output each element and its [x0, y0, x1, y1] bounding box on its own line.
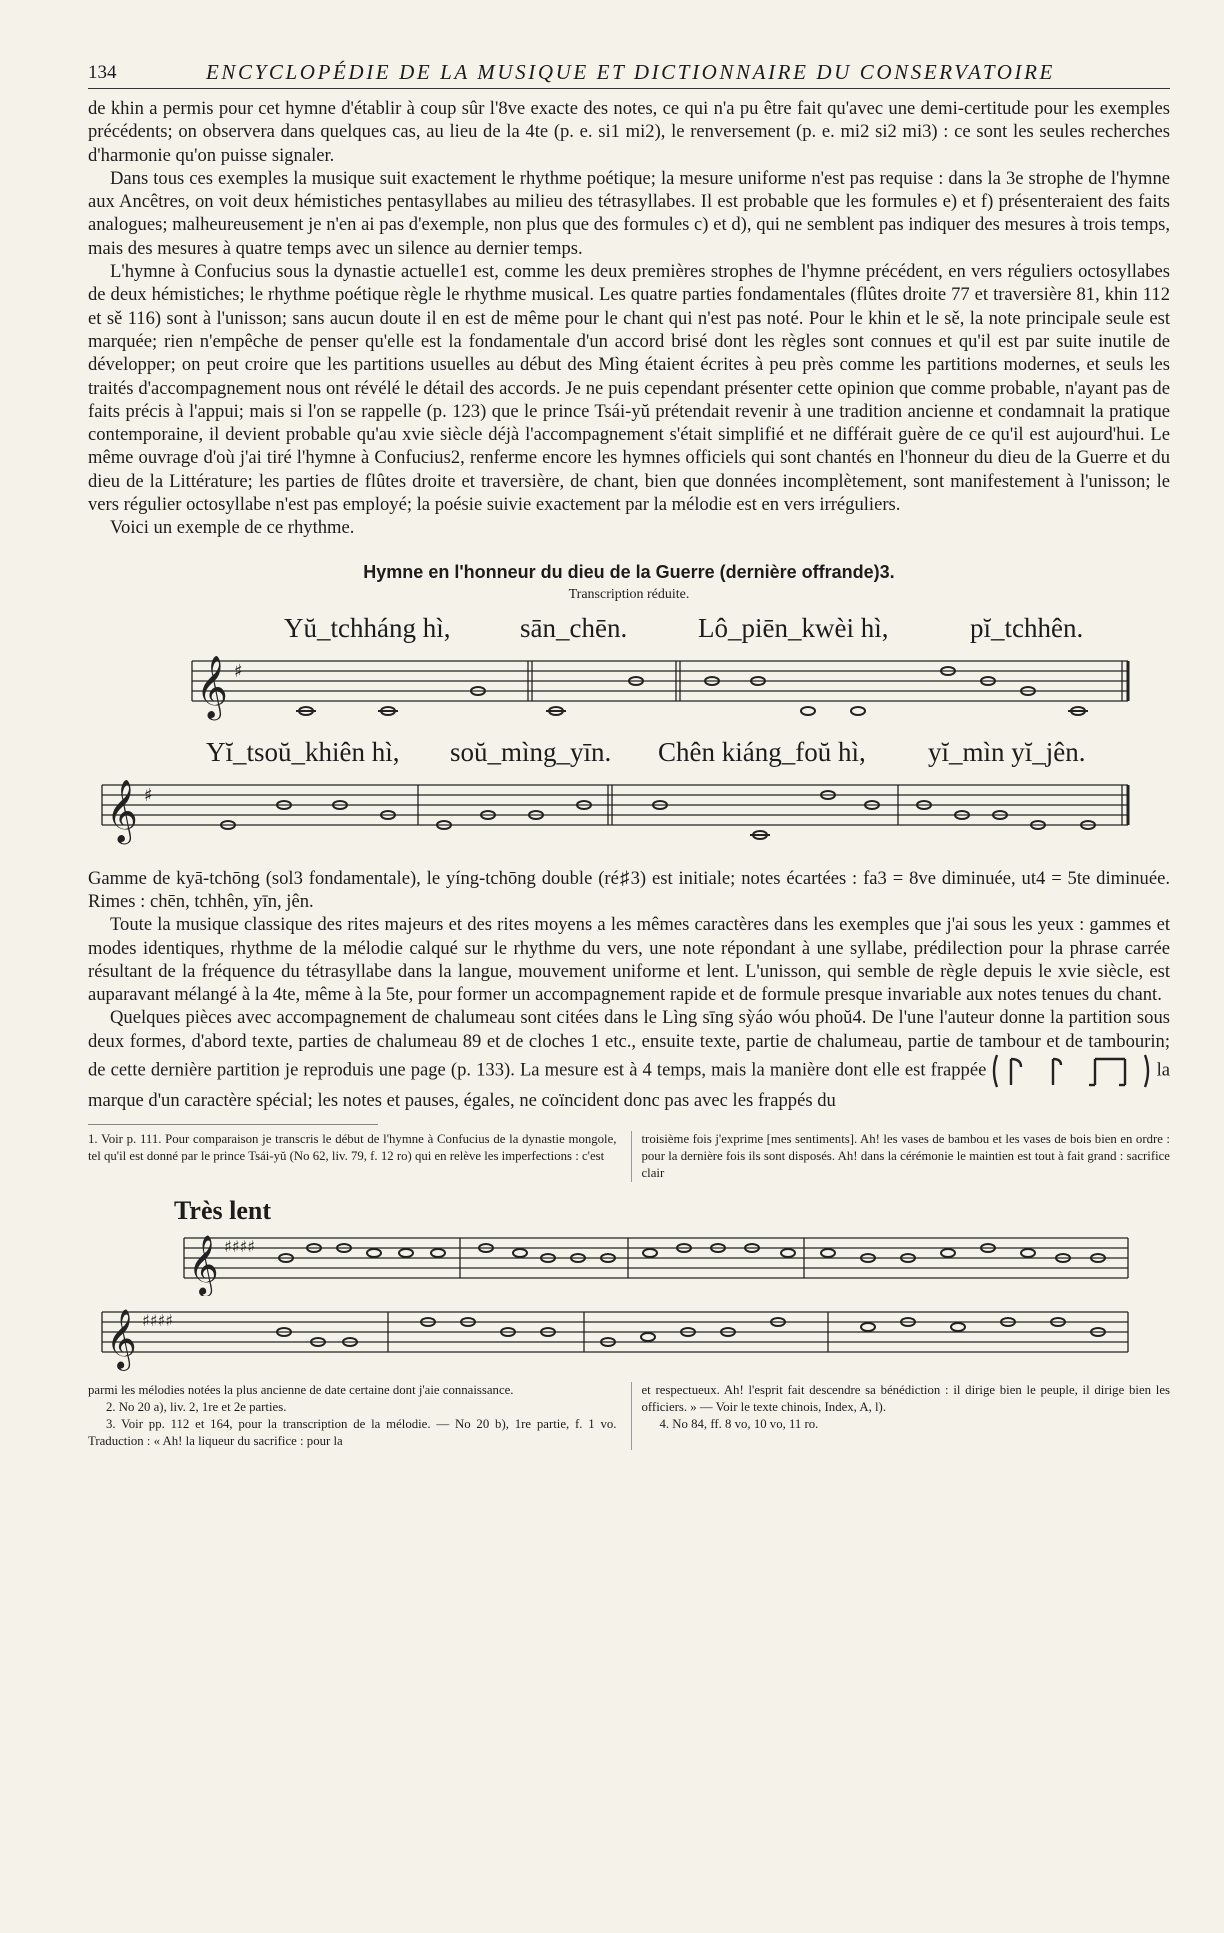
lyric-phrase: Chên kiáng_foŭ hì,: [658, 736, 866, 767]
music-staff-2: [88, 771, 1170, 851]
footnotes-bottom-left: [88, 1382, 617, 1450]
footnotes-bottom-right: [631, 1382, 1171, 1450]
music-example-staff-2: [88, 1296, 1170, 1372]
footnote-right: troisième fois j'exprime [mes sentiments]. Ah! les vases de bambou et les vases de bois bien en ordre : pour la dernière fois ils sont disposés. Ah! dans la cérémonie le maintien est tout à fait grand : sacrifice clair: [631, 1131, 1171, 1182]
lyric-phrase: soŭ_mìng_yīn.: [450, 736, 612, 767]
sharp-icon: ♯: [234, 660, 243, 682]
treble-clef-icon: 𝄞: [196, 654, 228, 718]
paragraph-7-text: Quelques pièces avec accompagnement de chalumeau sont citées dans le Lìng sīng sỳáo wóu phoŭ4. De l'une l'auteur donne la partition sous deux formes, d'abord texte, parties de chalumeau 89 et de cloches 1 etc., ensuite texte, partie de chalumeau, partie de tambour et de tambourin; de cette dernière partition je reproduis une page (p. 133). La mesure est à 4 temps, mais la manière dont elle est frappée: [88, 1007, 1170, 1081]
running-title: ENCYCLOPÉDIE DE LA MUSIQUE ET DICTIONNAIRE DU CONSERVATOIRE: [206, 60, 1055, 84]
lyric-phrase: Yĭ_tsoŭ_khiên hì,: [206, 736, 400, 767]
footnote-3: 3. Voir pp. 112 et 164, pour la transcription de la mélodie. — No 20 b), 1re partie, f. 1 vo. Traduction : « Ah! la liqueur du sacrifice : pour la: [88, 1417, 617, 1449]
treble-clef-icon: 𝄞: [106, 1309, 137, 1370]
footnote-left: 1. Voir p. 111. Pour comparaison je transcris le début de l'hymne à Confucius de la dynastie mongole, tel qu'il est donné par le prince Tsái-yŭ (No 62, liv. 79, f. 12 ro) qui en relève les imperfections : c'est: [88, 1132, 617, 1164]
scale-paragraph: Gamme de kyā-tchōng (sol3 fondamentale), le yíng-tchōng double (ré♯3) est initiale; notes écartées : fa3 = 8ve diminuée, ut4 = 5te diminuée. Rimes : chēn, tchhên, yīn, jên.: [88, 867, 1170, 912]
lyric-phrase: sān_chēn.: [520, 612, 628, 643]
lyric-phrase: pĭ_tchhên.: [970, 612, 1084, 643]
running-header: [88, 58, 1170, 89]
sharp-icon: ♯: [144, 784, 153, 806]
paragraph-7: [88, 1006, 1170, 1112]
lyrics-line-2: [88, 735, 1170, 771]
lyric-phrase: Lô_piēn_kwèi hì,: [698, 612, 889, 643]
treble-clef-icon: 𝄞: [188, 1235, 219, 1296]
paragraph-2: Dans tous ces exemples la musique suit exactement le rhythme poétique; la mesure uniforme n'est pas requise : dans la 3e strophe de l'hymne aux Ancêtres, on voit deux hémistiches pentasyllabes au milieu des tétrasyllabes. Il est probable que les formules e) et f) présenteraient des faits analogues; malheureusement je n'en ai pas d'exemple, non plus que des formules c) et d), qui ne semblent pas indiquer des mesures à trois temps, mais des mesures à quatre temps avec un silence au dernier temps.: [88, 167, 1170, 259]
drum-rhythm-notation-icon: [991, 1053, 1151, 1089]
lyric-phrase: yĭ_mìn yĭ_jên.: [928, 736, 1086, 767]
key-signature-icon: ♯♯♯♯: [224, 1237, 255, 1257]
music-example-staff-1: [88, 1226, 1170, 1296]
footnotes-bottom: [88, 1382, 1170, 1450]
page: [88, 58, 1170, 1450]
music-staff-1: [88, 647, 1170, 727]
paragraph-7-end: la marque d'un caractère spécial; les notes et pauses, égales, ne coïncident donc pas avec les frappés du: [88, 1059, 1170, 1112]
footnotes-top: [88, 1131, 1170, 1182]
treble-clef-icon: 𝄞: [106, 778, 138, 842]
footnote-rule: [88, 1124, 378, 1125]
footnote-2: 2. No 20 a), liv. 2, 1re et 2e parties.: [106, 1400, 287, 1415]
footnote-continuation-right: et respectueux. Ah! l'esprit fait descendre sa bénédiction : il dirige bien le peuple, il dirige bien les officiers. » — Voir le texte chinois, Index, A, l).: [641, 1383, 1170, 1415]
footnote-4: 4. No 84, ff. 8 vo, 10 vo, 11 ro.: [659, 1417, 819, 1432]
hymn-subtitle: Transcription réduite.: [568, 586, 690, 602]
tempo-marking: Très lent: [174, 1196, 271, 1226]
paragraph-4: Voici un exemple de ce rhythme.: [110, 517, 355, 539]
key-signature-icon: ♯♯♯♯: [142, 1311, 173, 1331]
lyric-phrase: Yŭ_tchháng hì,: [284, 612, 451, 643]
lyrics-line-1: [88, 611, 1170, 647]
footnote-continuation: parmi les mélodies notées la plus ancienne de date certaine dont j'aie connaissance.: [88, 1383, 514, 1398]
paragraph-6: Toute la musique classique des rites majeurs et des rites moyens a les mêmes caractères dans les exemples que j'ai sous les yeux : gammes et modes identiques, rhythme de la mélodie calqué sur le rhythme du vers, une note répondant à une syllabe, prédilection pour la phrase carrée résultant de la fréquence du tétrasyllabe dans la langue, mouvement uniforme et lent. L'unisson, qui semble de règle depuis le xvie siècle, est auparavant mélangé à la 4te, même à la 5te, pour former un accompagnement rapide et de formule presque invariable aux notes tenues du chant.: [88, 914, 1170, 1006]
page-number: 134: [88, 62, 117, 83]
paragraph-3: L'hymne à Confucius sous la dynastie actuelle1 est, comme les deux premières strophes de l'hymne précédent, en vers réguliers octosyllabes de deux hémistiches; le rhythme poétique règle le rhythme musical. Les quatre parties fondamentales (flûtes droite 77 et traversière 81, khin 112 et sě 116) sont à l'unisson; sans aucun doute il en est de même pour le chant qui n'est pas noté. Pour le khin et le sě, la note principale seule est marquée; rien n'empêche de penser qu'elle est la fondamentale d'un accord brisé dont les règles sont connues et qu'il est par suite inutile de développer; on peut croire que les partitions usuelles au début des Mìng étaient écrites à peu près comme les partitions modernes, et seuls les traités d'accompagnement nous ont révélé le détail des accords. Je ne puis cependant présenter cette opinion que comme probable, n'ayant pas de faits précis à l'appui; mais si l'on se rappelle (p. 123) que le prince Tsái-yŭ prétendait revenir à une tradition ancienne et condamnait la pratique contemporaine, il devient probable qu'au xvie siècle déjà l'accompagnement s'était simplifié et ne différait guère de ce qu'il est aujourd'hui. Le même ouvrage d'où j'ai tiré l'hymne à Confucius2, renferme encore les hymnes officiels qui sont chantés en l'honneur du dieu de la Guerre et du dieu de la Littérature; les parties de flûtes droite et traversière, de chant, bien que données incomplètement, sont manifestement à l'unisson; le vers régulier octosyllabe n'est pas employé; la poésie suivie exactement par la mélodie est en vers irréguliers.: [88, 261, 1170, 516]
paragraph-1: de khin a permis pour cet hymne d'établir à coup sûr l'8ve exacte des notes, ce qui n'a pu être fait qu'avec une demi-certitude pour les exemples précédents; on observera dans quelques cas, au lieu de la 4te (p. e. si1 mi2), le renversement (p. e. mi2 si2 mi3) : ce sont les seules recherches d'harmonie qu'on puisse signaler.: [88, 98, 1170, 166]
hymn-title: Hymne en l'honneur du dieu de la Guerre (dernière offrande)3.: [363, 561, 895, 582]
